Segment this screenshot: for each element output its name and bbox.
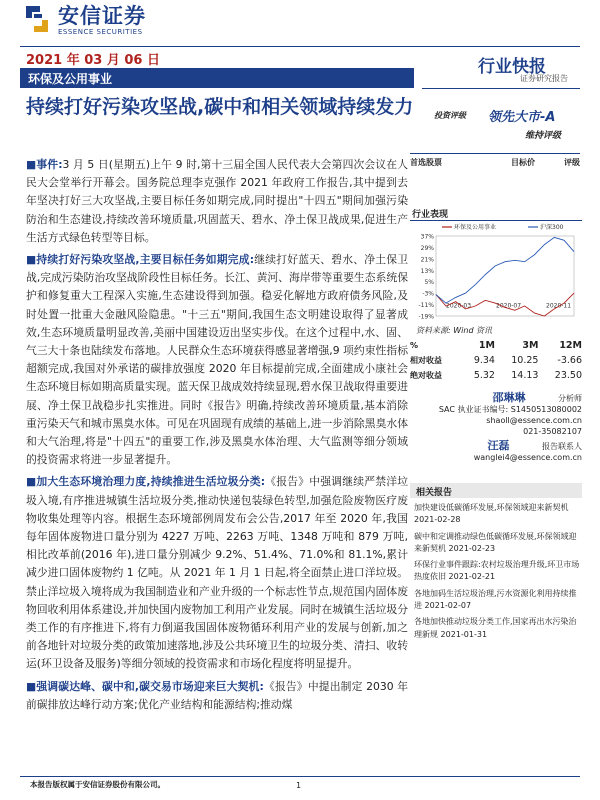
related-item[interactable]: 环保行业事件跟踪:农村垃圾治理升级,环卫市场热度依旧 2021-02-21: [414, 560, 580, 582]
paragraph-text: 继续打好蓝天、碧水、净土保卫战,完成污染防治攻坚战阶段性目标任务。长江、黄河、海岸带等重要生态系统保护和修复重大工程深入实施,生态建设得到加强。稳妥化解地方政府债务风险,及时处置一批重大金融风险隐患。"十三五"期间,我国生态文明建设取得了显著成效,生态环境质量明显改善,美丽中国建设迈出坚实步伐。在这个过程中,水、固、气三大十条也陆续发布落地。人民群众生态环境获得感显著增强,9 项约束性指标超额完成,我国对外承诺的碳排放强度 2020 年目标提前完成,全面建成小康社会生态环境目标如期高质量实现。蓝天保卫战成效持续显现,碧水保卫战取得重要进展、净土保卫战稳步扎实推进。同时《报告》明确,持续改善环境质量,基本消除重污染天气和城市黑臭水体。可见在巩固现有成绩的基础上,进一步消除黑臭水体和大气治理,将是"十四五"的重要工作,涉及黑臭水体治理、大气监测等细分领域的投资需求将进一步显著提升。: [26, 253, 409, 467]
analyst-name: 邵琳琳: [492, 391, 526, 404]
company-logo: [22, 4, 146, 36]
perf-cell: 10.25: [511, 355, 539, 366]
stock-col-1: 首选股票: [410, 158, 442, 167]
analyst-email[interactable]: wanglei4@essence.com.cn: [473, 453, 582, 462]
paragraph-lead: 加大生态环境治理力度,持续推进生活垃圾分类:: [36, 475, 266, 489]
paragraph-text: 《报告》中提出制定 2030 年前碳排放达峰行动方案;优化产业结构和能源结构;推动煤: [26, 679, 409, 711]
x-tick-label: 2020-03: [446, 302, 472, 310]
x-tick-label: 2020-11: [546, 302, 572, 310]
analyst-role: 分析师: [558, 394, 582, 403]
footer-text: 本报告版权属于安信证券股份有限公司。: [30, 780, 165, 789]
side-divider: [422, 88, 580, 89]
perf-cell: 5.32: [473, 370, 495, 381]
paragraph-lead: 事件:: [36, 158, 63, 171]
report-body: [26, 156, 408, 718]
header-divider: [20, 46, 580, 47]
perf-row-label: 绝对收益: [410, 371, 442, 380]
perf-cell: -3.66: [557, 355, 582, 366]
chart-source: 资料来源: Wind 资讯: [416, 326, 493, 335]
y-tick-label: 5%: [424, 279, 434, 287]
perf-header-row: [410, 338, 582, 353]
legend-label: 环保及公用事业: [454, 224, 497, 231]
chart-legend: [442, 223, 564, 231]
paragraph-pollution: ■持续打好污染攻坚战,主要目标任务如期完成:继续打好蓝天、碧水、净土保卫战,完成污染防治攻坚战阶段性目标任务。长江、黄河、海岸带等重要生态系统保护和修复重大工程深入实施,生态建设得到加强。稳妥化解地方政府债务风险,及时处置一批重大金融风险隐患。"十三五"期间,我国生态文明建设取得了显著成效,生态环境质量明显改善,美丽中国建设迈出坚实步伐。在这个过程中,水、固、气三大十条也陆续发布落地。人民群众生态环境获得感显著增强,9 项约束性指标超额完成,我国对外承诺的碳排放强度 2020 年目标提前完成,全面建成小康社会生态环境目标如期高质量实现。蓝天保卫战成效持续显现,碧水保卫战取得重要进展、净土保卫战稳步扎实推进。同时《报告》明确,持续改善环境质量,基本消除重污染天气和城市黑臭水体。可见在巩固现有成绩的基础上,进一步消除黑臭水体和大气治理,将是"十四五"的重要工作,涉及黑臭水体治理、大气监测等细分领域的投资需求将进一步显著提升。: [26, 253, 409, 467]
analyst-phone: 021-35082107: [523, 427, 582, 436]
performance-chart: [412, 220, 582, 324]
performance-table: [410, 338, 582, 383]
rating-value: 领先大市-A: [488, 110, 556, 125]
analyst-1: [410, 392, 582, 437]
y-tick-label: -3%: [422, 290, 434, 298]
perf-row-label: 相对收益: [410, 356, 442, 365]
related-item[interactable]: 各地加码生活垃圾治理,污水资源化利用持续推进 2021-02-07: [414, 588, 577, 611]
paragraph-carbon: ■强调碳达峰、碳中和,碳交易市场迎来巨大契机:《报告》中提出制定 2030 年前碳排放达峰行动方案;优化产业结构和能源结构;推动煤: [26, 679, 409, 711]
stock-col-2: 目标价: [511, 158, 535, 167]
report-title: 持续打好污染攻坚战,碳中和相关领域持续发力: [26, 96, 414, 118]
y-tick-label: 37%: [420, 233, 434, 241]
logo-name-en: ESSENCE SECURITIES: [58, 28, 143, 36]
series-line: [436, 237, 574, 303]
x-tick-label: 2020-07: [496, 302, 522, 310]
perf-cell: 23.50: [554, 370, 582, 381]
y-tick-label: 29%: [420, 244, 434, 252]
analyst-email[interactable]: shaoll@essence.com.cn: [486, 416, 582, 425]
stock-table-header: [410, 153, 580, 168]
related-list: [414, 502, 580, 645]
rating-label: 投资评级: [434, 111, 466, 120]
report-type: 行业快报: [478, 57, 546, 77]
rating-sub: 维持评级: [525, 131, 562, 141]
report-date: 2021 年 03 月 06 日: [26, 53, 160, 68]
related-item[interactable]: 各地加快推动垃圾分类工作,国家再出水污染治理新规 2021-01-31: [414, 617, 577, 639]
paragraph-text: 《报告》中强调继续严禁洋垃圾入境,有序推进城镇生活垃圾分类,推动快递包装绿色转型,加强危险废物医疗废物收集处理等内容。根据生态环境部例周发布会公告,2017 年至 2020 年,我国每年固体废物进口量分别为 4227 万吨、2263 万吨、1348 万吨和 879 万吨,相比改革前(2016 年),进口量分别减少 9.2%、51.4%、71.0%和 81.1%,累计减少进口固体废物约 1 亿吨。从 2021 年 1 月 1 日起,将全面禁止进口洋垃圾。禁止洋垃圾入境将成为我国制造业和产业升级的一个标志性节点,规范国内固体废物回收利用体系建设,并加快国内废物加工利用产业发展。同时在城镇生活垃圾分类工作的有序推进下,将有力倒逼我国固体废物循环利用产业的发展与创新,加之前各地针对垃圾分类的政策加速落地,涉及公共环境卫生的垃圾分类、清扫、收转运(环卫设备及服务)等细分领域的投资需求和市场化程度将明显提升。: [26, 475, 409, 671]
footer-divider: [20, 776, 580, 777]
perf-header: %: [410, 341, 419, 350]
related-item[interactable]: 碳中和定调推动绿色低碳循环发展,环保领域迎来新契机 2021-02-23: [414, 531, 577, 553]
perf-header: 1M: [478, 340, 495, 351]
perf-cell: 9.34: [473, 355, 495, 366]
sector-bar: 环保及公用事业: [20, 68, 414, 88]
logo-icon: [22, 4, 52, 34]
legend-label: 沪深300: [540, 224, 564, 231]
analyst-2: [410, 440, 582, 463]
perf-row: [410, 353, 582, 368]
y-tick-label: 21%: [420, 256, 434, 264]
logo-name: 安信证券: [58, 4, 146, 28]
perf-cell: 14.13: [511, 370, 539, 381]
perf-row: [410, 368, 582, 383]
paragraph-garbage: ■加大生态环境治理力度,持续推进生活垃圾分类:《报告》中强调继续严禁洋垃圾入境,有序推进城镇生活垃圾分类,推动快递包装绿色转型,加强危险废物医疗废物收集处理等内容。根据生态环境部例周发布会公告,2017 年至 2020 年,我国每年固体废物进口量分别为 4227 万吨、2263 万吨、1348 万吨和 879 万吨,相比改革前(2016 年),进口量分别减少 9.2%、51.4%、71.0%和 81.1%,累计减少进口固体废物约 1 亿吨。从 2021 年 1 月 1 日起,将全面禁止进口洋垃圾。禁止洋垃圾入境将成为我国制造业和产业升级的一个标志性节点,规范国内固体废物回收利用体系建设,并加快国内废物加工利用产业发展。同时在城镇生活垃圾分类工作的有序推进下,将有力倒逼我国固体废物循环利用产业的发展与创新,加之前各地针对垃圾分类的政策加速落地,涉及公共环境卫生的垃圾分类、清扫、收转运(环卫设备及服务)等细分领域的投资需求和市场化程度将明显提升。: [26, 475, 409, 671]
analyst-role: 报告联系人: [542, 442, 582, 451]
y-tick-label: -11%: [418, 302, 434, 310]
perf-section-title: 行业表现: [410, 207, 582, 221]
perf-header: 3M: [522, 340, 539, 351]
stock-col-3: 评级: [564, 158, 580, 167]
analyst-cert: SAC 执业证书编号: S1450513080002: [438, 405, 582, 414]
analyst-name: 汪磊: [487, 439, 510, 452]
page-number: 1: [296, 781, 302, 790]
report-subtype: 证券研究报告: [520, 74, 568, 83]
related-title: 相关报告: [410, 483, 582, 498]
chart-axes: [418, 234, 574, 321]
y-tick-label: 13%: [420, 267, 434, 275]
paragraph-lead: 强调碳达峰、碳中和,碳交易市场迎来巨大契机:: [36, 679, 264, 693]
paragraph-text: 3 月 5 日(星期五)上午 9 时,第十三届全国人民代表大会第四次会议在人民大会堂举行开幕会。国务院总理李克强作 2021 年政府工作报告,其中提到去年坚决打好三大攻坚战,主要目标任务如期完成,同时提出"十四五"期间加强污染防治和生态建设,持续改善环境质量,巩固蓝天、碧水、净土保卫战成果,促进生产生活方式绿色转型等目标。: [26, 158, 409, 244]
paragraph-lead: 持续打好污染攻坚战,主要目标任务如期完成:: [36, 253, 255, 267]
perf-header: 12M: [559, 340, 582, 351]
paragraph-event: ■事件:3 月 5 日(星期五)上午 9 时,第十三届全国人民代表大会第四次会议在人民大会堂举行开幕会。国务院总理李克强作 2021 年政府工作报告,其中提到去年坚决打好三大攻坚战,主要目标任务如期完成,同时提出"十四五"期间加强污染防治和生态建设,持续改善环境质量,巩固蓝天、碧水、净土保卫战成果,促进生产生活方式绿色转型等目标。: [26, 158, 409, 244]
y-tick-label: -19%: [418, 313, 434, 321]
related-item[interactable]: 加快建设低碳循环发展,环保领域迎来新契机 2021-02-28: [414, 503, 569, 525]
